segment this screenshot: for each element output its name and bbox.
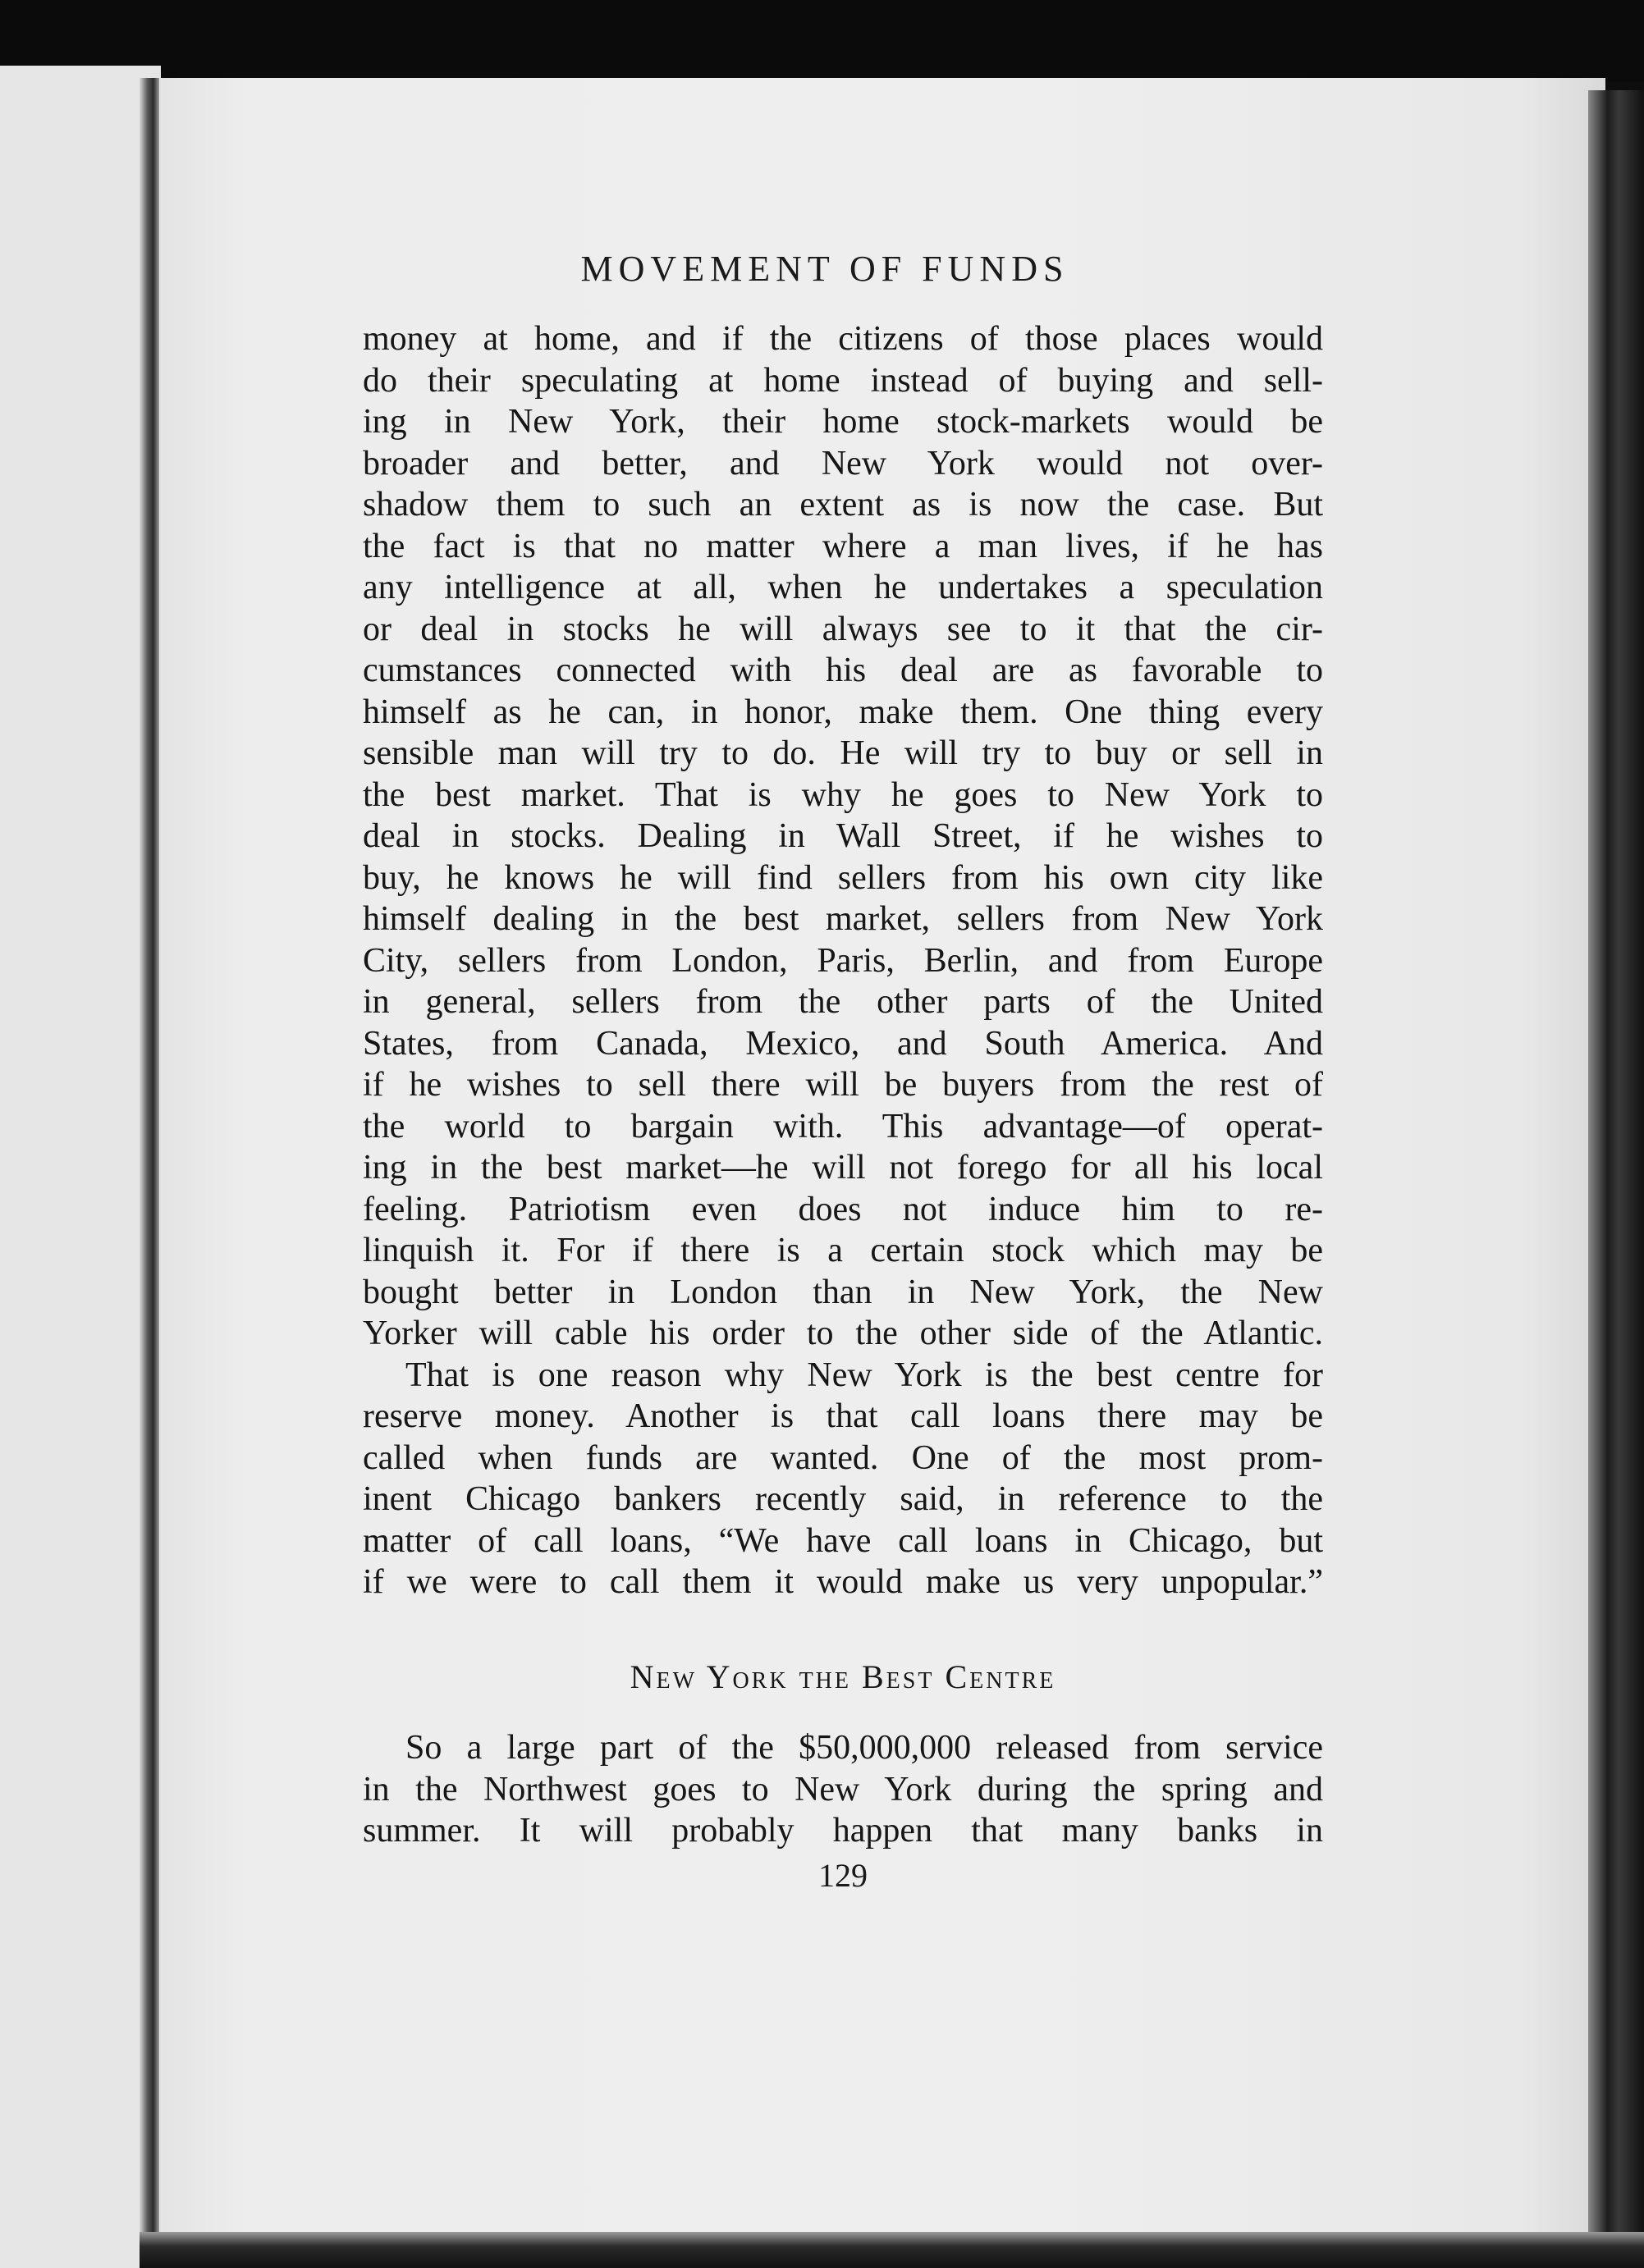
text-line: So a large part of the $50,000,000 released from service (405, 1729, 1323, 1767)
text-line: matter of call loans, “We have call loans in Chicago, but (363, 1521, 1323, 1560)
text-line: inent Chicago bankers recently said, in reference to the (363, 1480, 1323, 1518)
text-line: shadow them to such an extent as is now the case. But (363, 486, 1323, 524)
paragraph-2 (363, 1355, 1323, 1603)
text-line: the best market. That is why he goes to New York to (363, 775, 1323, 814)
running-head: MOVEMENT OF FUNDS (580, 249, 1069, 289)
text-line: bought better in London than in New York, the New (363, 1273, 1323, 1311)
text-line: linquish it. For if there is a certain stock which may be (363, 1232, 1323, 1269)
text-line: any intelligence at all, when he undertakes a speculation (363, 569, 1323, 606)
text-line: if he wishes to sell there will be buyers from the rest of (363, 1066, 1323, 1104)
page-right-edge (1588, 90, 1644, 2268)
text-line: the world to bargain with. This advantage—of operat- (363, 1107, 1323, 1145)
text-line: That is one reason why New York is the best centre for (405, 1356, 1323, 1394)
text-line: himself dealing in the best market, sellers from New York (363, 900, 1323, 938)
text-line: if we were to call them it would make us very unpopular.” (363, 1563, 1323, 1601)
text-line: Yorker will cable his order to the other side of the Atlantic. (363, 1315, 1323, 1352)
text-line: reserve money. Another is that call loans there may be (363, 1397, 1323, 1435)
text-line: or deal in stocks he will always see to it that the cir- (363, 610, 1323, 648)
body-text (363, 318, 1323, 1603)
text-line: City, sellers from London, Paris, Berlin, and from Europe (363, 941, 1323, 980)
body-text-continued (363, 1727, 1323, 1852)
text-line: in general, sellers from the other parts of the United (363, 983, 1323, 1021)
text-line: ing in New York, their home stock-markets would be (363, 403, 1323, 441)
facing-page-margin (0, 66, 161, 2268)
text-line: buy, he knows he will find sellers from his own city like (363, 858, 1323, 897)
text-line: States, from Canada, Mexico, and South America. And (363, 1024, 1323, 1063)
page-bottom-edge (140, 2232, 1644, 2268)
text-line: ing in the best market—he will not forego for all his local (363, 1149, 1323, 1187)
paragraph-1 (363, 318, 1323, 1355)
text-line: the fact is that no matter where a man lives, if he has (363, 527, 1323, 565)
text-line: deal in stocks. Dealing in Wall Street, if he wishes to (363, 817, 1323, 855)
text-line: do their speculating at home instead of buying and sell- (363, 361, 1323, 400)
text-line: in the Northwest goes to New York during the spring and (363, 1770, 1323, 1808)
text-line: feeling. Patriotism even does not induce him to re- (363, 1190, 1323, 1228)
page-number: 129 (818, 1857, 868, 1894)
text-line: summer. It will probably happen that many banks in (363, 1812, 1323, 1850)
text-line: sensible man will try to do. He will try to buy or sell in (363, 734, 1323, 772)
scan-top-border (0, 0, 1644, 82)
paragraph-3 (363, 1727, 1323, 1852)
text-line: cumstances connected with his deal are as favorable to (363, 652, 1323, 689)
text-line: himself as he can, in honor, make them. One thing every (363, 693, 1323, 731)
page-binding-edge (140, 78, 159, 2252)
text-line: money at home, and if the citizens of those places would (363, 320, 1323, 358)
text-line: called when funds are wanted. One of the most prom- (363, 1438, 1323, 1477)
text-line: broader and better, and New York would not over- (363, 444, 1323, 482)
section-heading: New York the Best Centre (630, 1658, 1056, 1695)
